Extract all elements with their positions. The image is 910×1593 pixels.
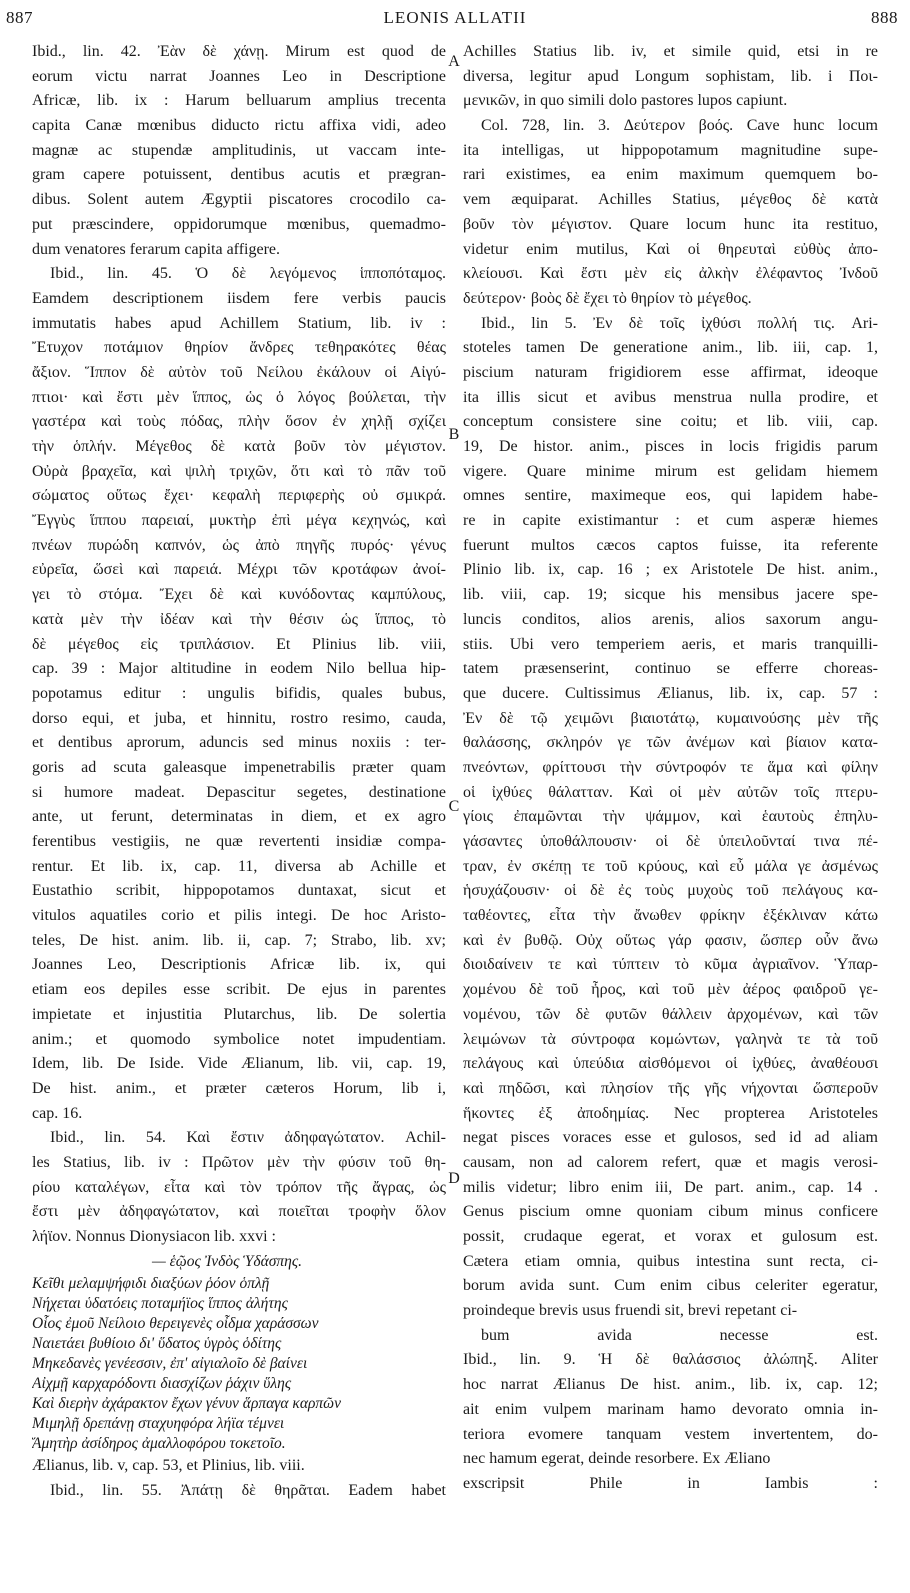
- text-line: λειμώνων τὰ σύντροφα κομώντων, γαληνὰ τε τὰ τοῦ: [463, 1030, 878, 1048]
- text-line: causam, non ad calorem refert, quæ et magis verosi-: [463, 1153, 878, 1171]
- text-line: Genus piscium omne quoniam cibum minus conficere: [463, 1203, 878, 1221]
- page-number-right: 888: [871, 8, 898, 27]
- text-line: Idem, lib. De Iside. Vide Ælianum, lib. vii, cap. 19,: [32, 1055, 446, 1073]
- margin-letter-c: C: [448, 798, 460, 815]
- text-line: — ἑῷος Ἰνδὸς Ὑδάσπης.: [152, 1252, 303, 1270]
- text-line: magnæ ac stupendæ amplitudinis, ut vaccam inte-: [32, 141, 446, 159]
- text-line: fuerunt multos cæcos captos fuisse, ita referente: [463, 536, 878, 554]
- text-line: Μιμηλῇ δρεπάνῃ σταχυηφόρα λήϊα τέμνει: [32, 1415, 285, 1433]
- text-line: vigere. Quare minime mirum est gelidam hiemem: [463, 462, 878, 480]
- running-title: LEONIS ALLATII: [383, 8, 527, 27]
- text-line: eorum victu narrat Joannes Leo in Descriptione: [32, 67, 446, 85]
- text-line: πνεόντων, φρίττουσι τὴν σύντροφόν τε ἅμα καὶ φίλην: [463, 758, 878, 776]
- text-line: Μηκεδανὲς γενέεσσιν, ἐπ' αἰγιαλοῖο δὲ βαίνει: [32, 1355, 308, 1373]
- margin-letter-b: B: [448, 426, 460, 443]
- text-line: que ducere. Cultissimus Ælianus, lib. ix, cap. 57 :: [463, 684, 878, 702]
- text-line: popotamus editur : ungulis bifidis, quales bubus,: [32, 684, 446, 702]
- text-line: videtur enim mutilus, Καὶ οἱ θηρευταὶ εὐθὺς ἀπο-: [463, 240, 878, 258]
- text-line: Ælianus, lib. v, cap. 53, et Plinius, lib. viii.: [32, 1457, 305, 1475]
- text-line: goris ad scuta galeasque impenetrabilis præter quam: [32, 758, 446, 776]
- text-line: γει τὸ στόμα. Ἔχει δὲ καὶ κυνόδοντας καμπύλους,: [32, 586, 446, 604]
- text-line: lib. viii, cap. 19; sicque his mensibus jacere spe-: [463, 586, 878, 604]
- text-line: Αἰχμῇ καρχαρόδοντι διασχίζων ῥάχιν ὕλης: [32, 1375, 292, 1393]
- text-line: exscripsit Phile in Iambis :: [463, 1474, 878, 1492]
- text-line: καὶ πηδῶσι, καὶ πλησίον τῆς γῆς νήχονται ὥσπεροῦν: [463, 1079, 878, 1097]
- text-line: Cætera etiam omnia, quibus intestina sunt recta, ci-: [463, 1252, 878, 1270]
- text-line: τραν, ἐν σκέπῃ τε τοῦ κρύους, καὶ εὖ μάλα γε ἀσμένως: [463, 857, 878, 875]
- text-line: Joannes Leo, Descriptionis Africæ lib. ix, qui: [32, 956, 446, 974]
- text-line: τὴν ὁπλήν. Μέγεθος δὲ κατὰ βοῦν τὸν μέγιστον.: [32, 438, 446, 455]
- text-line: immutatis habes apud Achillem Statium, lib. iv :: [32, 314, 446, 332]
- text-line: re in capite existimantur : et cum asperæ hiemes: [463, 512, 878, 530]
- text-line: καὶ ἐν βυθῷ. Οὐχ οὕτως γάρ φασιν, ὥσπερ οὖν ἄνω: [463, 931, 878, 949]
- text-line: ita illis sicut et avibus menstrua nulla prodire, et: [463, 388, 878, 406]
- text-line: οἱ ἰχθύες θάλατταν. Καὶ οἱ μὲν αὐτῶν τοῖς πτερυ-: [463, 783, 878, 801]
- text-line: ἡσυχάζουσιν· οἱ δὲ ἐς τοὺς μυχοὺς τοῦ πελάγους κα-: [463, 882, 878, 900]
- text-line: teles, De hist. anim. lib. ii, cap. 7; Strabo, lib. xv;: [32, 931, 446, 949]
- text-line: γίοις ἐπαμῶνται τὴν ψάμμον, καὶ ἑαυτοὺς ἐπηλυ-: [463, 808, 878, 826]
- text-line: put præscindere, oppidorumque mœnibus, quemadmo-: [32, 215, 446, 233]
- text-line: λήϊον. Nonnus Dionysiacon lib. xxvi :: [32, 1228, 276, 1245]
- text-line: dorso equi, et juba, et hinnitu, rostro resimo, cauda,: [32, 709, 446, 727]
- text-line: milis videtur; libro enim iii, De part. anim., cap. 14 .: [463, 1178, 878, 1196]
- text-line: κλείουσι. Καὶ ἔστι μὲν εἰς ἀλκὴν ἐλέφαντος Ἰνδοῦ: [463, 265, 878, 283]
- text-line: les Statius, lib. iv : Πρῶτον μὲν τὴν φύσιν τοῦ θη-: [32, 1153, 446, 1171]
- text-line: luncis conditos, alios arenis, alios saxorum angu-: [463, 610, 878, 628]
- text-line: ἔστι μὲν ἀδηφαγώτατον, καὶ ποιεῖται τροφὴν ὅλον: [32, 1203, 446, 1221]
- text-line: Καὶ διερὴν ἀχάρακτον ἔχων γένυν ἅρπαγα καρπῶν: [32, 1395, 342, 1413]
- margin-letter-a: A: [448, 53, 460, 70]
- text-line: Οἷος ἐμοῦ Νείλοιο θερειγενὲς οἶδμα χαράσσων: [32, 1315, 319, 1333]
- text-line: diversa, legitur apud Longum sophistam, lib. i Ποι-: [463, 67, 878, 85]
- text-line: Νήχεται ὑδατόεις ποταμήϊος ἵππος ἀλήτης: [32, 1295, 288, 1313]
- text-line: πελάγους καὶ ὑπεύδια αἰσθόμενοι οἱ ἰχθύες, ἀναθέουσι: [463, 1055, 878, 1073]
- text-line: possit, crudaque egerat, et vorax et gulosum est.: [463, 1228, 878, 1245]
- text-line: 19, De histor. anim., pisces in locis frigidis parum: [463, 438, 878, 455]
- text-line: tatem præsenserint, continuo se efferre choreas-: [463, 660, 878, 678]
- text-line: θαλάσσης, σκληρόν γε τῶν ἀνέμων καὶ βίαιον κατα-: [463, 734, 878, 752]
- text-line: dum venatores ferarum capita affigere.: [32, 240, 281, 258]
- text-line: si humore madeat. Depascitur segetes, destinatione: [32, 783, 446, 801]
- text-line: Ἔτυχον ποτάμιον θηρίον ἄνδρες τεθηρακότες θέας: [32, 339, 446, 357]
- text-line: stoteles tamen De generatione anim., lib. iii, cap. 1,: [463, 339, 878, 357]
- text-line: vitulos aquatiles corio et pilis integi. De hoc Aristo-: [32, 907, 446, 925]
- text-line: stiis. Ubi vero temperiem aeris, et maris tranquilli-: [463, 635, 878, 653]
- text-line: Col. 728, lin. 3. Δεύτερον βοός. Cave hunc locum: [481, 117, 878, 135]
- text-line: omnes sentire, maximeque eos, qui lapidem habe-: [463, 487, 878, 505]
- text-line: bum avida necesse est.: [481, 1326, 878, 1344]
- text-line: conceptum consistere sine coitu; et lib. viii, cap.: [463, 413, 878, 431]
- text-line: δὲ μέγεθος εἰς τριπλάσιον. Et Plinius lib. viii,: [32, 635, 446, 653]
- left-column: [32, 40, 446, 1504]
- text-line: dibus. Solent autem Ægyptii piscatores crocodilo ca-: [32, 191, 446, 209]
- text-line: Ibid., lin 5. Ἐν δὲ τοῖς ἰχθύσι πολλή τις. Ari-: [481, 314, 878, 332]
- text-line: εὐρεῖα, ὥσεὶ καὶ παρειά. Μέχρι τῶν κροτάφων ἀνοί-: [32, 561, 446, 579]
- text-line: nec hamum egerat, deinde resorbere. Ex Æliano: [463, 1450, 771, 1468]
- text-line: Ἐν δὲ τῷ χειμῶνι βιαιοτάτῳ, κυμαινούσης μὲν τῆς: [463, 709, 878, 727]
- text-line: Ibid., lin. 42. Ἐὰν δὲ χάνῃ. Mirum est quod de: [32, 43, 446, 60]
- text-line: ταθέοντες, εἶτα τὴν ἄνωθεν φρίκην ἐξέκλιναν κάτω: [463, 907, 878, 925]
- text-line: cap. 16.: [32, 1104, 83, 1122]
- text-line: ἥκοντες ἐξ ἀποδημίας. Nec propterea Aristoteles: [463, 1104, 878, 1122]
- text-line: Ibid., lin. 55. Ἀπάτῃ δὲ θηρᾶται. Eadem habet: [50, 1482, 446, 1500]
- text-line: Achilles Statius lib. iv, et simile quid, etsi in re: [463, 43, 878, 60]
- text-line: γαστέρα καὶ τοὺς πόδας, πλὴν ὅσον ἐν χηλῇ σχίζει: [32, 413, 446, 431]
- text-line: proindeque brevis usus fruendi sit, brevi repetant ci-: [463, 1302, 798, 1320]
- text-line: teriora evomere tanquam vestem invertentem, do-: [463, 1425, 878, 1443]
- text-line: κατὰ μὲν τὴν ἰδέαν καὶ τὴν θέσιν ὡς ἵππος, τὸ: [32, 610, 446, 628]
- text-line: Ibid., lin. 9. Ἡ δὲ θαλάσσιος ἀλώπηξ. Aliter: [463, 1351, 878, 1369]
- text-line: Ἄμητὴρ ἀσίδηρος ἀμαλλοφόρου τοκετοῖο.: [32, 1435, 286, 1453]
- text-line: νομένου, τῶν δὲ φυτῶν θάλλειν ἀρχομένων, καὶ τῶν: [463, 1005, 878, 1023]
- text-line: Africæ, lib. ix : Harum belluarum amplius trecenta: [32, 92, 446, 110]
- text-line: πνέων πυρώδη καπνόν, ὡς ἀπὸ πηγῆς πυρός· γένυς: [32, 536, 446, 554]
- text-line: ita intelligas, ut hippopotamum magnitudine supe-: [463, 141, 878, 159]
- text-line: cap. 39 : Major altitudine in eodem Nilo bellua hip-: [32, 660, 446, 678]
- text-line: impietate et injustitia Plutarchus, lib. De solertia: [32, 1005, 446, 1023]
- text-line: anim.; et quomodo symbolice notet impudentiam.: [32, 1030, 446, 1048]
- text-line: ferentibus vestigiis, ne quæ revertenti insidiæ compa-: [32, 833, 446, 850]
- text-line: De hist. anim., et præter cæteros Horum, lib i,: [32, 1079, 446, 1097]
- text-line: Ναιετάει βυθίοιο δι' ὕδατος ὑγρὸς ὁδίτης: [32, 1335, 282, 1353]
- text-line: Ibid., lin. 45. Ὁ δὲ λεγόμενος ἱπποπόταμος.: [50, 265, 446, 283]
- text-line: ἄξιον. Ἵππον δὲ αὐτὸν τοῦ Νείλου ἐκάλουν οἱ Αἰγύ-: [32, 363, 446, 381]
- text-line: gram capere potuissent, dentibus acutis et prægran-: [32, 166, 446, 184]
- text-line: Plinio lib. ix, cap. 16 ; ex Aristotele De hist. anim.,: [463, 561, 878, 579]
- text-line: διοιδαίνειν τε καὶ τύπτειν τὸ κῦμα ἀγριαῖνον. Ὑπαρ-: [463, 956, 878, 974]
- text-line: etiam eos depiles esse scribit. De ejus in parentes: [32, 981, 446, 999]
- text-line: rentur. Et lib. ix, cap. 11, diversa ab Achille et: [32, 857, 446, 875]
- text-line: Κεῖθι μελαμψήφιδι διαξύων ῥόον ὁπλῇ: [32, 1275, 270, 1293]
- text-line: Eamdem descriptionem iisdem fere verbis paucis: [32, 289, 446, 307]
- text-line: γάσαντες ὑποθάλπουσιν· οἱ δὲ ὑπειλοῦνταί τινα πέ-: [463, 833, 878, 850]
- text-line: et dentibus aprorum, aduncis sed minus noxiis : ter-: [32, 734, 446, 752]
- text-line: βοῦν τὸν μέγιστον. Quare locum hunc ita restituo,: [463, 215, 878, 233]
- text-line: borum avida sunt. Cum enim cibus celeriter egeratur,: [463, 1277, 878, 1295]
- text-line: ait enim vulpem marinam hamo devorato omnia in-: [463, 1400, 878, 1418]
- page-number-left: 887: [6, 8, 33, 27]
- text-line: hoc narrat Ælianus De hist. anim., lib. ix, cap. 12;: [463, 1376, 878, 1394]
- text-line: δεύτερον· βοὸς δὲ ἔχει τὸ θηρίον τὸ μέγεθος.: [463, 289, 752, 307]
- text-line: ante, ut ferunt, determinatas in diem, et ex agro: [32, 808, 446, 826]
- text-line: μενικῶν, in quo simili dolo pastores lupos capiunt.: [463, 92, 788, 110]
- text-line: rari existimes, ea enim maximum quemquem bo-: [463, 166, 878, 184]
- text-line: capita Canæ mœnibus diducto rictu affixa vidi, adeo: [32, 117, 446, 135]
- text-line: vem æquiparat. Achilles Statius, μέγεθος δὲ κατὰ: [463, 191, 878, 209]
- text-line: Ibid., lin. 54. Καὶ ἔστιν ἀδηφαγώτατον. Achil-: [50, 1129, 446, 1147]
- text-line: πτιοι· καὶ ἔστι μὲν ἵππος, ὡς ὁ λόγος βούλεται, τὴν: [32, 388, 446, 406]
- right-column: [463, 40, 878, 1497]
- text-line: ρίου καταλέγων, εἶτα καὶ τὸν τρόπον τῆς ἄγρας, ὡς: [32, 1178, 446, 1196]
- text-line: σώματος οὕτως ἔχει· κεφαλὴ περιφερὴς οὐ σμικρά.: [32, 487, 446, 505]
- margin-letter-d: D: [448, 1170, 460, 1187]
- text-line: Ἔγγὺς ἵππου παρειαί, μυκτὴρ ἐπὶ μέγα κεχηνώς, καὶ: [32, 512, 446, 530]
- text-line: Οὐρὰ βραχεῖα, καὶ ψιλὴ τριχῶν, ὅτι καὶ τὸ πᾶν τοῦ: [32, 462, 446, 480]
- text-line: χομένου δὲ τοῦ ἦρος, καὶ τοῦ μὲν ἀέρος φαιδροῦ γε-: [463, 981, 878, 999]
- text-line: negat pisces voraces esse et gulosos, sed id ad aliam: [463, 1129, 878, 1147]
- text-line: piscium naturam frigidiorem esse affirmat, ideoque: [463, 363, 878, 381]
- text-line: Eustathio scribit, hippopotamos duntaxat, sicut et: [32, 882, 446, 900]
